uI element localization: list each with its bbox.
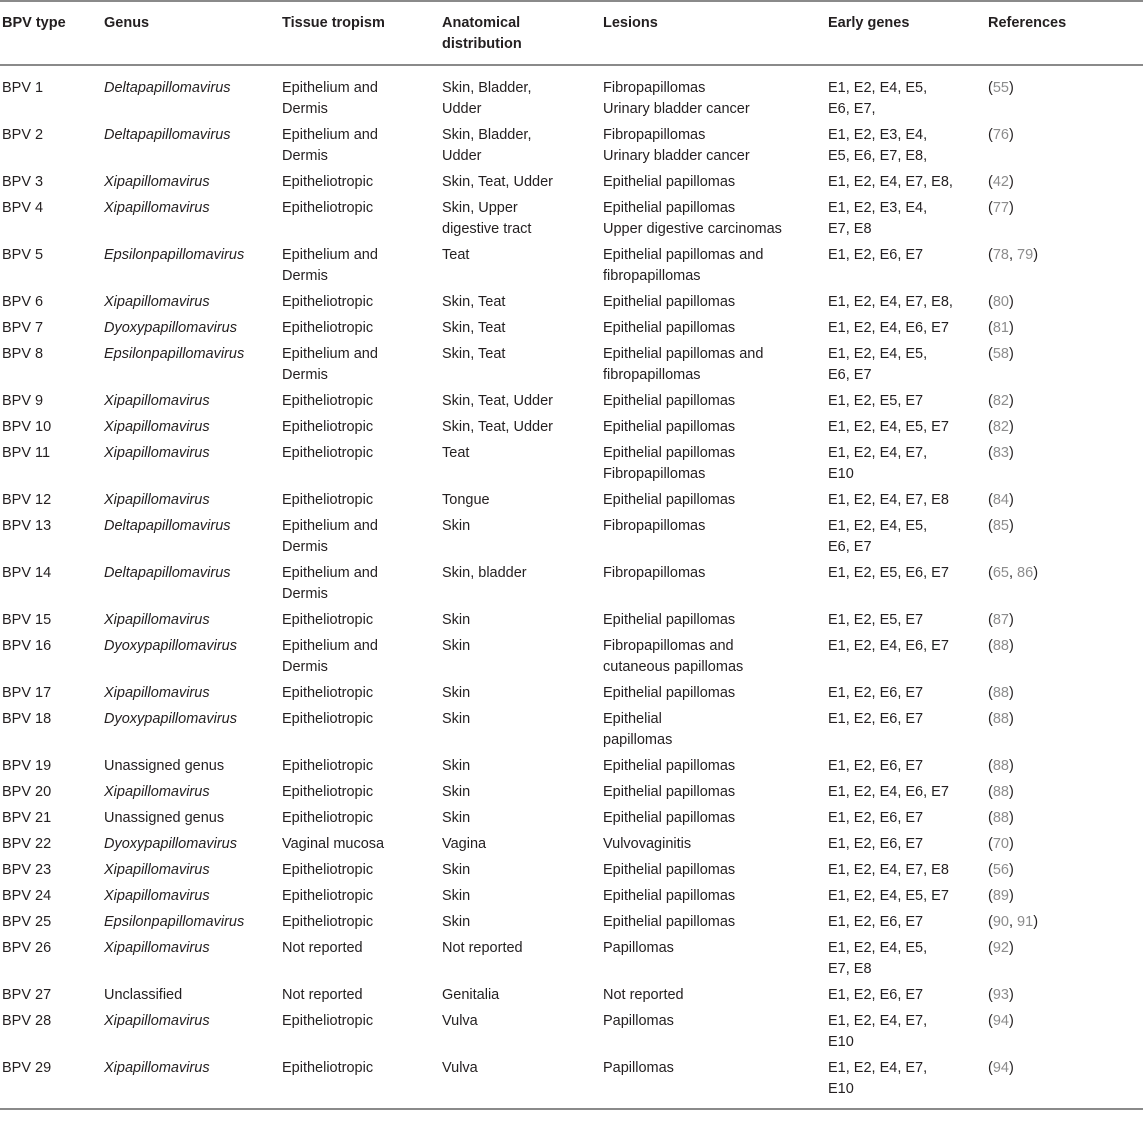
- reference-link[interactable]: 83: [992, 445, 1009, 461]
- cell-references: (93): [988, 987, 1014, 1003]
- table-row: [0, 441, 1143, 488]
- cell-bpv-type: BPV 20: [2, 784, 52, 800]
- cell-bpv-type: BPV 29: [2, 1060, 52, 1076]
- table-row: [0, 608, 1143, 634]
- cell-references: (88): [988, 784, 1014, 800]
- cell-lesions: Epithelial papillomas: [603, 612, 736, 628]
- table-row: [0, 634, 1143, 681]
- cell-genus: Xipapillomavirus: [104, 445, 210, 461]
- cell-early-genes: E1, E2, E3, E4, E5, E6, E7, E8,: [828, 127, 928, 164]
- cell-genus: Dyoxypapillomavirus: [104, 638, 237, 654]
- cell-genus: Xipapillomavirus: [104, 1060, 210, 1076]
- cell-genus: Unassigned genus: [104, 758, 225, 774]
- table-row: [0, 806, 1143, 832]
- table-row: [0, 561, 1143, 608]
- cell-anatomical-distribution: Vulva: [442, 1060, 478, 1076]
- cell-lesions: Epithelial papillomas and fibropapillomas: [603, 346, 764, 383]
- cell-anatomical-distribution: Tongue: [442, 492, 490, 508]
- cell-anatomical-distribution: Teat: [442, 445, 470, 461]
- cell-bpv-type: BPV 7: [2, 320, 44, 336]
- cell-lesions: Epithelial papillomas: [603, 492, 736, 508]
- cell-lesions: Fibropapillomas: [603, 565, 706, 581]
- table-row: [0, 1009, 1143, 1056]
- cell-early-genes: E1, E2, E4, E7, E10: [828, 445, 928, 482]
- reference-link[interactable]: 78: [992, 247, 1009, 263]
- cell-tissue-tropism: Vaginal mucosa: [282, 836, 385, 852]
- cell-genus: Xipapillomavirus: [104, 419, 210, 435]
- cell-tissue-tropism: Epitheliotropic: [282, 888, 374, 904]
- cell-early-genes: E1, E2, E5, E7: [828, 393, 924, 409]
- header-tissue-tropism: Tissue tropism: [282, 15, 385, 31]
- cell-early-genes: E1, E2, E4, E7, E8,: [828, 294, 953, 310]
- cell-bpv-type: BPV 17: [2, 685, 52, 701]
- cell-tissue-tropism: Epithelium and Dermis: [282, 80, 378, 117]
- cell-early-genes: E1, E2, E4, E7, E8,: [828, 174, 953, 190]
- cell-bpv-type: BPV 13: [2, 518, 52, 534]
- cell-anatomical-distribution: Skin, Bladder, Udder: [442, 127, 532, 164]
- cell-anatomical-distribution: Skin: [442, 914, 471, 930]
- cell-anatomical-distribution: Skin, Upper digestive tract: [442, 200, 532, 237]
- header-references: References: [988, 15, 1067, 31]
- cell-tissue-tropism: Epitheliotropic: [282, 685, 374, 701]
- cell-bpv-type: BPV 1: [2, 80, 44, 96]
- cell-genus: Xipapillomavirus: [104, 784, 210, 800]
- cell-early-genes: E1, E2, E4, E7, E8: [828, 492, 949, 508]
- cell-references: (94): [988, 1060, 1014, 1076]
- cell-lesions: Fibropapillomas and cutaneous papillomas: [603, 638, 744, 675]
- cell-anatomical-distribution: Skin: [442, 518, 471, 534]
- table-row: [0, 1056, 1143, 1109]
- cell-tissue-tropism: Epitheliotropic: [282, 914, 374, 930]
- reference-link[interactable]: 89: [992, 888, 1009, 904]
- cell-bpv-type: BPV 23: [2, 862, 52, 878]
- cell-bpv-type: BPV 18: [2, 711, 52, 727]
- cell-references: (81): [988, 320, 1014, 336]
- cell-genus: Xipapillomavirus: [104, 685, 210, 701]
- cell-lesions: Epithelial papillomas: [603, 419, 736, 435]
- cell-anatomical-distribution: Skin: [442, 711, 471, 727]
- cell-references: (77): [988, 200, 1014, 216]
- cell-anatomical-distribution: Skin: [442, 612, 471, 628]
- cell-tissue-tropism: Epitheliotropic: [282, 320, 374, 336]
- cell-anatomical-distribution: Skin, Teat, Udder: [442, 419, 553, 435]
- cell-references: (55): [988, 80, 1014, 96]
- reference-link[interactable]: 88: [992, 784, 1009, 800]
- cell-references: (83): [988, 445, 1014, 461]
- reference-link[interactable]: 56: [992, 862, 1009, 878]
- cell-genus: Xipapillomavirus: [104, 1013, 210, 1029]
- table-row: [0, 290, 1143, 316]
- cell-lesions: Epithelial papillomas: [603, 888, 736, 904]
- cell-lesions: Epithelial papillomas: [603, 320, 736, 336]
- cell-bpv-type: BPV 3: [2, 174, 44, 190]
- cell-tissue-tropism: Epitheliotropic: [282, 711, 374, 727]
- cell-references: (58): [988, 346, 1014, 362]
- table-row: [0, 707, 1143, 754]
- table-row: [0, 65, 1143, 123]
- cell-early-genes: E1, E2, E6, E7: [828, 685, 924, 701]
- cell-genus: Xipapillomavirus: [104, 174, 210, 190]
- cell-tissue-tropism: Epitheliotropic: [282, 492, 374, 508]
- cell-anatomical-distribution: Genitalia: [442, 987, 500, 1003]
- cell-bpv-type: BPV 26: [2, 940, 52, 956]
- cell-lesions: Fibropapillomas: [603, 518, 706, 534]
- table-row: [0, 415, 1143, 441]
- reference-link[interactable]: 90: [992, 914, 1009, 930]
- cell-early-genes: E1, E2, E3, E4, E7, E8: [828, 200, 928, 237]
- table-row: [0, 910, 1143, 936]
- table-row: [0, 754, 1143, 780]
- cell-genus: Unassigned genus: [104, 810, 225, 826]
- cell-references: (94): [988, 1013, 1014, 1029]
- cell-early-genes: E1, E2, E4, E7, E10: [828, 1060, 928, 1097]
- cell-bpv-type: BPV 28: [2, 1013, 52, 1029]
- cell-early-genes: E1, E2, E6, E7: [828, 914, 924, 930]
- cell-references: (85): [988, 518, 1014, 534]
- cell-early-genes: E1, E2, E4, E6, E7: [828, 784, 949, 800]
- header-bpv-type: BPV type: [2, 15, 66, 31]
- reference-link[interactable]: 86: [1017, 565, 1034, 581]
- cell-bpv-type: BPV 24: [2, 888, 52, 904]
- table-row: [0, 170, 1143, 196]
- cell-early-genes: E1, E2, E6, E7: [828, 987, 924, 1003]
- cell-lesions: Epithelial papillomas: [603, 393, 736, 409]
- reference-link[interactable]: 88: [992, 758, 1009, 774]
- cell-lesions: Epithelial papillomas: [603, 784, 736, 800]
- cell-anatomical-distribution: Skin: [442, 758, 471, 774]
- cell-lesions: Epithelial papillomas: [603, 711, 673, 748]
- cell-early-genes: E1, E2, E6, E7: [828, 836, 924, 852]
- cell-references: (92): [988, 940, 1014, 956]
- reference-link[interactable]: 82: [992, 419, 1009, 435]
- table-header: [0, 1, 1143, 65]
- cell-bpv-type: BPV 2: [2, 127, 44, 143]
- reference-link[interactable]: 94: [992, 1013, 1009, 1029]
- cell-lesions: Papillomas: [603, 1060, 674, 1076]
- cell-genus: Xipapillomavirus: [104, 492, 210, 508]
- cell-bpv-type: BPV 11: [2, 445, 51, 461]
- cell-tissue-tropism: Epitheliotropic: [282, 393, 374, 409]
- header-lesions: Lesions: [603, 15, 658, 31]
- cell-lesions: Epithelial papillomas and fibropapillomas: [603, 247, 764, 284]
- cell-anatomical-distribution: Not reported: [442, 940, 523, 956]
- reference-link[interactable]: 85: [992, 518, 1009, 534]
- reference-link[interactable]: 88: [992, 810, 1009, 826]
- cell-genus: Deltapapillomavirus: [104, 565, 231, 581]
- cell-bpv-type: BPV 6: [2, 294, 44, 310]
- reference-link[interactable]: 79: [1017, 247, 1034, 263]
- cell-lesions: Epithelial papillomas Fibropapillomas: [603, 445, 736, 482]
- cell-tissue-tropism: Epitheliotropic: [282, 445, 374, 461]
- cell-anatomical-distribution: Vagina: [442, 836, 487, 852]
- cell-tissue-tropism: Not reported: [282, 987, 363, 1003]
- reference-link[interactable]: 88: [992, 638, 1009, 654]
- cell-bpv-type: BPV 9: [2, 393, 44, 409]
- cell-early-genes: E1, E2, E4, E6, E7: [828, 638, 949, 654]
- reference-link[interactable]: 65: [992, 565, 1009, 581]
- cell-bpv-type: BPV 8: [2, 346, 44, 362]
- reference-link[interactable]: 84: [992, 492, 1009, 508]
- table-row: [0, 936, 1143, 983]
- cell-references: (90, 91): [988, 914, 1039, 930]
- cell-early-genes: E1, E2, E4, E7, E8: [828, 862, 949, 878]
- table-row: [0, 243, 1143, 290]
- cell-genus: Xipapillomavirus: [104, 862, 210, 878]
- cell-early-genes: E1, E2, E4, E5, E6, E7: [828, 346, 928, 383]
- cell-references: (88): [988, 758, 1014, 774]
- cell-tissue-tropism: Epithelium and Dermis: [282, 518, 378, 555]
- reference-link[interactable]: 87: [992, 612, 1009, 628]
- cell-genus: Deltapapillomavirus: [104, 127, 231, 143]
- cell-references: (80): [988, 294, 1014, 310]
- cell-tissue-tropism: Epitheliotropic: [282, 612, 374, 628]
- cell-genus: Dyoxypapillomavirus: [104, 711, 237, 727]
- cell-anatomical-distribution: Skin: [442, 784, 471, 800]
- cell-early-genes: E1, E2, E4, E7, E10: [828, 1013, 928, 1050]
- table-row: [0, 983, 1143, 1009]
- cell-bpv-type: BPV 19: [2, 758, 52, 774]
- cell-early-genes: E1, E2, E6, E7: [828, 758, 924, 774]
- cell-tissue-tropism: Epitheliotropic: [282, 419, 374, 435]
- cell-lesions: Papillomas: [603, 940, 674, 956]
- cell-anatomical-distribution: Teat: [442, 247, 470, 263]
- cell-anatomical-distribution: Skin, Teat: [442, 346, 506, 362]
- cell-tissue-tropism: Epitheliotropic: [282, 200, 374, 216]
- cell-lesions: Epithelial papillomas: [603, 294, 736, 310]
- cell-references: (70): [988, 836, 1014, 852]
- cell-references: (78, 79): [988, 247, 1039, 263]
- cell-tissue-tropism: Epitheliotropic: [282, 862, 374, 878]
- table-row: [0, 488, 1143, 514]
- cell-bpv-type: BPV 16: [2, 638, 52, 654]
- header-genus: Genus: [104, 15, 150, 31]
- cell-tissue-tropism: Epithelium and Dermis: [282, 127, 378, 164]
- cell-tissue-tropism: Epithelium and Dermis: [282, 638, 378, 675]
- cell-anatomical-distribution: Skin, Teat: [442, 294, 506, 310]
- cell-tissue-tropism: Epithelium and Dermis: [282, 565, 378, 602]
- cell-references: (56): [988, 862, 1014, 878]
- reference-link[interactable]: 81: [992, 320, 1009, 336]
- cell-lesions: Fibropapillomas Urinary bladder cancer: [603, 127, 750, 164]
- table-body: [0, 65, 1143, 1109]
- table-row: [0, 514, 1143, 561]
- cell-bpv-type: BPV 21: [2, 810, 52, 826]
- table-row: [0, 681, 1143, 707]
- table-row: [0, 196, 1143, 243]
- cell-genus: Dyoxypapillomavirus: [104, 320, 237, 336]
- cell-anatomical-distribution: Skin, Bladder, Udder: [442, 80, 532, 117]
- cell-anatomical-distribution: Skin, Teat, Udder: [442, 393, 553, 409]
- cell-early-genes: E1, E2, E5, E7: [828, 612, 924, 628]
- cell-genus: Xipapillomavirus: [104, 612, 210, 628]
- table-row: [0, 884, 1143, 910]
- cell-references: (82): [988, 393, 1014, 409]
- reference-link[interactable]: 93: [992, 987, 1009, 1003]
- table-row: [0, 342, 1143, 389]
- cell-tissue-tropism: Epitheliotropic: [282, 294, 374, 310]
- cell-early-genes: E1, E2, E4, E5, E6, E7: [828, 518, 928, 555]
- cell-lesions: Epithelial papillomas: [603, 758, 736, 774]
- reference-link[interactable]: 77: [992, 200, 1009, 216]
- cell-lesions: Papillomas: [603, 1013, 674, 1029]
- cell-genus: Xipapillomavirus: [104, 294, 210, 310]
- cell-bpv-type: BPV 10: [2, 419, 52, 435]
- cell-bpv-type: BPV 5: [2, 247, 44, 263]
- reference-link[interactable]: 94: [992, 1060, 1009, 1076]
- table-row: [0, 832, 1143, 858]
- cell-lesions: Epithelial papillomas: [603, 174, 736, 190]
- cell-genus: Epsilonpapillomavirus: [104, 914, 245, 930]
- cell-lesions: Epithelial papillomas: [603, 862, 736, 878]
- reference-link[interactable]: 76: [992, 127, 1009, 143]
- cell-bpv-type: BPV 15: [2, 612, 52, 628]
- reference-link[interactable]: 80: [992, 294, 1009, 310]
- cell-early-genes: E1, E2, E4, E6, E7: [828, 320, 949, 336]
- cell-genus: Xipapillomavirus: [104, 200, 210, 216]
- reference-link[interactable]: 91: [1017, 914, 1034, 930]
- cell-lesions: Epithelial papillomas: [603, 914, 736, 930]
- cell-references: (65, 86): [988, 565, 1039, 581]
- cell-lesions: Epithelial papillomas: [603, 685, 736, 701]
- cell-references: (89): [988, 888, 1014, 904]
- cell-references: (84): [988, 492, 1014, 508]
- cell-genus: Epsilonpapillomavirus: [104, 247, 245, 263]
- cell-anatomical-distribution: Skin: [442, 810, 471, 826]
- cell-tissue-tropism: Epitheliotropic: [282, 810, 374, 826]
- table-row: [0, 316, 1143, 342]
- header-early-genes: Early genes: [828, 15, 910, 31]
- cell-bpv-type: BPV 4: [2, 200, 44, 216]
- cell-references: (88): [988, 638, 1014, 654]
- reference-link[interactable]: 82: [992, 393, 1009, 409]
- cell-tissue-tropism: Epitheliotropic: [282, 1060, 374, 1076]
- cell-lesions: Epithelial papillomas: [603, 810, 736, 826]
- cell-bpv-type: BPV 22: [2, 836, 52, 852]
- cell-tissue-tropism: Epitheliotropic: [282, 1013, 374, 1029]
- header-anatomical-distribution: Anatomical distribution: [442, 15, 522, 52]
- reference-link[interactable]: 42: [992, 174, 1009, 190]
- reference-link[interactable]: 55: [992, 80, 1009, 96]
- cell-genus: Xipapillomavirus: [104, 888, 210, 904]
- cell-lesions: Epithelial papillomas Upper digestive carcinomas: [603, 200, 782, 237]
- cell-early-genes: E1, E2, E4, E5, E7: [828, 888, 949, 904]
- cell-early-genes: E1, E2, E4, E5, E6, E7,: [828, 80, 928, 117]
- cell-lesions: Fibropapillomas Urinary bladder cancer: [603, 80, 750, 117]
- table-row: [0, 389, 1143, 415]
- cell-genus: Deltapapillomavirus: [104, 80, 231, 96]
- cell-bpv-type: BPV 25: [2, 914, 52, 930]
- cell-early-genes: E1, E2, E6, E7: [828, 810, 924, 826]
- cell-anatomical-distribution: Skin: [442, 862, 471, 878]
- cell-anatomical-distribution: Skin: [442, 638, 471, 654]
- cell-tissue-tropism: Epitheliotropic: [282, 784, 374, 800]
- cell-tissue-tropism: Not reported: [282, 940, 363, 956]
- cell-early-genes: E1, E2, E6, E7: [828, 711, 924, 727]
- cell-tissue-tropism: Epithelium and Dermis: [282, 346, 378, 383]
- cell-references: (88): [988, 810, 1014, 826]
- cell-anatomical-distribution: Vulva: [442, 1013, 478, 1029]
- cell-early-genes: E1, E2, E4, E5, E7: [828, 419, 949, 435]
- cell-references: (42): [988, 174, 1014, 190]
- cell-anatomical-distribution: Skin: [442, 685, 471, 701]
- cell-references: (88): [988, 685, 1014, 701]
- cell-references: (76): [988, 127, 1014, 143]
- table-row: [0, 123, 1143, 170]
- reference-link[interactable]: 70: [992, 836, 1009, 852]
- cell-tissue-tropism: Epitheliotropic: [282, 758, 374, 774]
- cell-early-genes: E1, E2, E6, E7: [828, 247, 924, 263]
- cell-references: (87): [988, 612, 1014, 628]
- cell-bpv-type: BPV 27: [2, 987, 52, 1003]
- cell-lesions: Not reported: [603, 987, 684, 1003]
- cell-genus: Dyoxypapillomavirus: [104, 836, 237, 852]
- reference-link[interactable]: 88: [992, 685, 1009, 701]
- cell-genus: Xipapillomavirus: [104, 940, 210, 956]
- reference-link[interactable]: 88: [992, 711, 1009, 727]
- table-row: [0, 780, 1143, 806]
- cell-tissue-tropism: Epitheliotropic: [282, 174, 374, 190]
- cell-anatomical-distribution: Skin, Teat, Udder: [442, 174, 553, 190]
- table-row: [0, 858, 1143, 884]
- cell-references: (88): [988, 711, 1014, 727]
- cell-tissue-tropism: Epithelium and Dermis: [282, 247, 378, 284]
- reference-link[interactable]: 92: [992, 940, 1009, 956]
- cell-genus: Deltapapillomavirus: [104, 518, 231, 534]
- reference-link[interactable]: 58: [992, 346, 1009, 362]
- cell-bpv-type: BPV 14: [2, 565, 52, 581]
- cell-genus: Epsilonpapillomavirus: [104, 346, 245, 362]
- cell-genus: Xipapillomavirus: [104, 393, 210, 409]
- cell-bpv-type: BPV 12: [2, 492, 52, 508]
- cell-early-genes: E1, E2, E5, E6, E7: [828, 565, 949, 581]
- cell-anatomical-distribution: Skin, Teat: [442, 320, 506, 336]
- cell-lesions: Vulvovaginitis: [603, 836, 692, 852]
- cell-anatomical-distribution: Skin: [442, 888, 471, 904]
- cell-genus: Unclassified: [104, 987, 183, 1003]
- cell-early-genes: E1, E2, E4, E5, E7, E8: [828, 940, 928, 977]
- cell-references: (82): [988, 419, 1014, 435]
- cell-anatomical-distribution: Skin, bladder: [442, 565, 527, 581]
- header-row: [0, 1, 1143, 65]
